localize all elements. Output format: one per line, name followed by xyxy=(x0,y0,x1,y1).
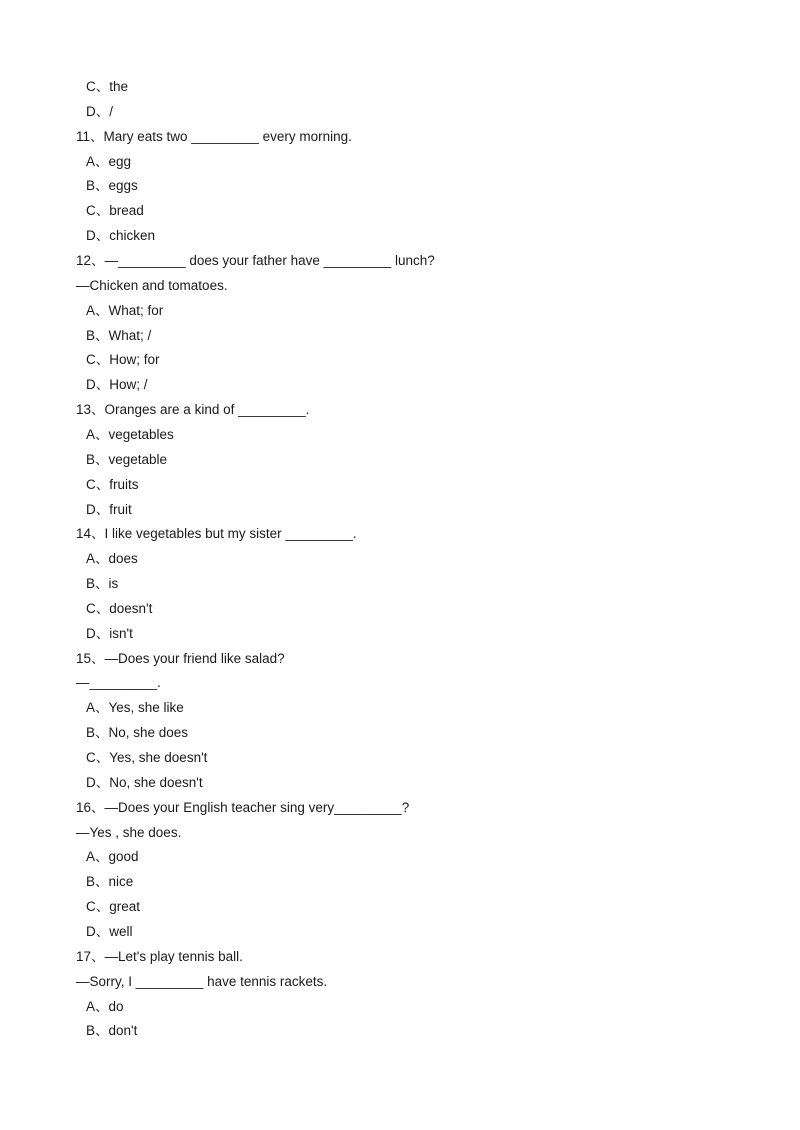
answer-option: B、No, she does xyxy=(86,725,189,741)
question-text: 12、—_________ does your father have _________ lunch? xyxy=(76,253,435,268)
question-text: 14、I like vegetables but my sister _________. xyxy=(76,526,357,542)
question-text: —Sorry, I _________ have tennis rackets. xyxy=(76,973,328,989)
question-text: 15、—Does your friend like salad? xyxy=(76,650,285,666)
answer-option: A、Yes, she like xyxy=(86,700,184,716)
answer-option: D、fruit xyxy=(86,501,132,517)
answer-option: B、is xyxy=(86,576,119,591)
answer-option: D、/ xyxy=(86,103,113,119)
answer-option: C、Yes, she doesn't xyxy=(86,750,208,765)
answer-option: A、does xyxy=(86,551,138,567)
answer-option: B、What; / xyxy=(86,327,152,343)
question-text: 13、Oranges are a kind of _________. xyxy=(76,402,310,418)
question-text: —Chicken and tomatoes. xyxy=(76,277,228,293)
answer-option: D、isn't xyxy=(86,625,133,641)
answer-option: C、fruits xyxy=(86,476,139,492)
answer-option: A、What; for xyxy=(86,302,164,318)
answer-option: D、well xyxy=(86,923,133,939)
answer-option: C、great xyxy=(86,899,141,915)
answer-option: B、vegetable xyxy=(86,451,168,467)
answer-option: A、egg xyxy=(86,153,132,169)
question-text: —Yes , she does. xyxy=(76,824,182,840)
answer-option: B、eggs xyxy=(86,178,138,194)
answer-option: C、bread xyxy=(86,203,144,219)
question-text: 17、—Let's play tennis ball. xyxy=(76,948,243,964)
answer-option: A、do xyxy=(86,998,124,1014)
answer-option: A、vegetables xyxy=(86,426,174,442)
answer-option: C、doesn't xyxy=(86,600,153,616)
question-text: —_________. xyxy=(76,675,161,691)
answer-option: A、good xyxy=(86,849,139,865)
answer-option: C、the xyxy=(86,79,129,94)
answer-option: B、don't xyxy=(86,1023,138,1039)
answer-option: D、How; / xyxy=(86,377,148,393)
answer-option: D、No, she doesn't xyxy=(86,774,203,790)
question-text: 11、Mary eats two _________ every morning. xyxy=(76,128,352,144)
answer-option: B、nice xyxy=(86,874,134,890)
answer-option: D、chicken xyxy=(86,228,156,244)
question-text: 16、—Does your English teacher sing very_________? xyxy=(76,799,410,815)
answer-option: C、How; for xyxy=(86,352,160,368)
